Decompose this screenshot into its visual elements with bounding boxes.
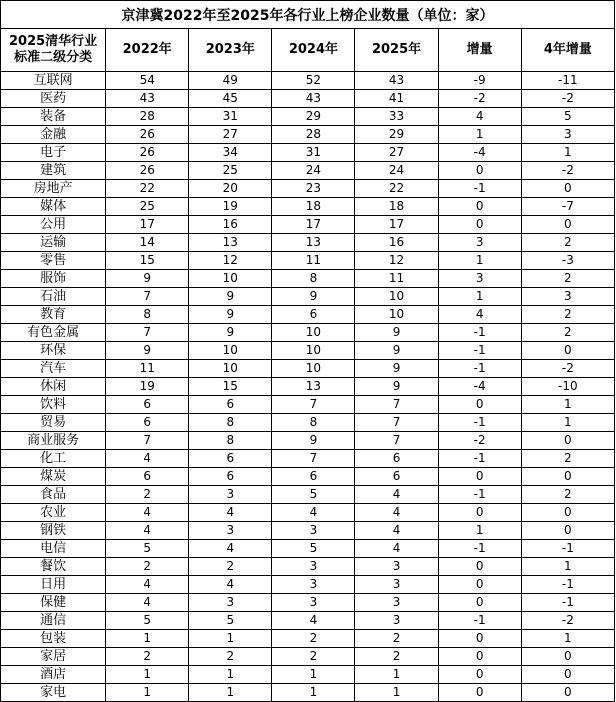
increment-cell: -2	[438, 432, 521, 450]
y2023-cell: 49	[189, 72, 272, 90]
header-row	[1, 29, 615, 72]
four-year-increment-cell: -1	[521, 540, 614, 558]
category-cell: 通信	[1, 612, 106, 630]
increment-cell: -1	[438, 414, 521, 432]
y2023-cell: 6	[189, 468, 272, 486]
increment-cell: -9	[438, 72, 521, 90]
table-row	[1, 234, 615, 252]
y2022-cell: 6	[106, 414, 189, 432]
header-4yr-increment: 4年增量	[521, 29, 614, 72]
y2024-cell: 17	[272, 216, 355, 234]
y2022-cell: 8	[106, 306, 189, 324]
y2024-cell: 18	[272, 198, 355, 216]
category-cell: 医药	[1, 90, 106, 108]
four-year-increment-cell: 2	[521, 324, 614, 342]
y2023-cell: 8	[189, 414, 272, 432]
four-year-increment-cell: 2	[521, 234, 614, 252]
increment-cell: -2	[438, 90, 521, 108]
y2024-cell: 5	[272, 540, 355, 558]
table-row	[1, 270, 615, 288]
category-cell: 食品	[1, 486, 106, 504]
category-cell: 运输	[1, 234, 106, 252]
y2022-cell: 4	[106, 450, 189, 468]
y2022-cell: 22	[106, 180, 189, 198]
table-row	[1, 126, 615, 144]
y2024-cell: 43	[272, 90, 355, 108]
y2024-cell: 8	[272, 414, 355, 432]
increment-cell: 0	[438, 594, 521, 612]
y2024-cell: 3	[272, 522, 355, 540]
y2023-cell: 5	[189, 612, 272, 630]
y2022-cell: 11	[106, 360, 189, 378]
y2023-cell: 12	[189, 252, 272, 270]
y2025-cell: 4	[355, 540, 438, 558]
table-row	[1, 72, 615, 90]
y2022-cell: 5	[106, 540, 189, 558]
four-year-increment-cell: 1	[521, 630, 614, 648]
increment-cell: -1	[438, 540, 521, 558]
y2024-cell: 3	[272, 576, 355, 594]
y2023-cell: 1	[189, 684, 272, 702]
category-cell: 电信	[1, 540, 106, 558]
y2025-cell: 24	[355, 162, 438, 180]
four-year-increment-cell: 0	[521, 180, 614, 198]
y2024-cell: 2	[272, 648, 355, 666]
y2022-cell: 43	[106, 90, 189, 108]
y2023-cell: 4	[189, 540, 272, 558]
four-year-increment-cell: 0	[521, 666, 614, 684]
y2022-cell: 7	[106, 432, 189, 450]
table-row	[1, 252, 615, 270]
y2024-cell: 2	[272, 630, 355, 648]
y2024-cell: 10	[272, 360, 355, 378]
y2025-cell: 9	[355, 342, 438, 360]
y2024-cell: 8	[272, 270, 355, 288]
four-year-increment-cell: 0	[521, 522, 614, 540]
y2024-cell: 4	[272, 612, 355, 630]
y2022-cell: 9	[106, 270, 189, 288]
four-year-increment-cell: 0	[521, 504, 614, 522]
increment-cell: 0	[438, 162, 521, 180]
title-row	[1, 1, 615, 29]
increment-cell: 1	[438, 522, 521, 540]
table-title: 京津冀2022年至2025年各行业上榜企业数量（单位：家）	[1, 1, 615, 29]
y2024-cell: 5	[272, 486, 355, 504]
table-row	[1, 684, 615, 702]
table-row	[1, 198, 615, 216]
category-cell: 家居	[1, 648, 106, 666]
header-2022: 2022年	[106, 29, 189, 72]
header-increment: 增量	[438, 29, 521, 72]
category-cell: 贸易	[1, 414, 106, 432]
category-cell: 有色金属	[1, 324, 106, 342]
four-year-increment-cell: 1	[521, 558, 614, 576]
four-year-increment-cell: 3	[521, 288, 614, 306]
table-row	[1, 342, 615, 360]
y2023-cell: 27	[189, 126, 272, 144]
y2024-cell: 6	[272, 306, 355, 324]
category-cell: 电子	[1, 144, 106, 162]
increment-cell: -1	[438, 450, 521, 468]
category-cell: 石油	[1, 288, 106, 306]
y2023-cell: 10	[189, 270, 272, 288]
y2025-cell: 43	[355, 72, 438, 90]
four-year-increment-cell: 1	[521, 144, 614, 162]
y2023-cell: 34	[189, 144, 272, 162]
y2022-cell: 1	[106, 666, 189, 684]
increment-cell: 3	[438, 234, 521, 252]
four-year-increment-cell: -2	[521, 612, 614, 630]
y2025-cell: 2	[355, 630, 438, 648]
y2024-cell: 9	[272, 432, 355, 450]
y2022-cell: 2	[106, 486, 189, 504]
category-cell: 饮料	[1, 396, 106, 414]
y2023-cell: 3	[189, 522, 272, 540]
y2023-cell: 8	[189, 432, 272, 450]
y2023-cell: 3	[189, 594, 272, 612]
increment-cell: 0	[438, 468, 521, 486]
category-cell: 互联网	[1, 72, 106, 90]
y2023-cell: 4	[189, 576, 272, 594]
y2023-cell: 4	[189, 504, 272, 522]
y2022-cell: 26	[106, 126, 189, 144]
y2023-cell: 9	[189, 324, 272, 342]
y2023-cell: 20	[189, 180, 272, 198]
increment-cell: 1	[438, 288, 521, 306]
y2024-cell: 3	[272, 594, 355, 612]
table-row	[1, 324, 615, 342]
y2023-cell: 31	[189, 108, 272, 126]
y2025-cell: 10	[355, 288, 438, 306]
increment-cell: -1	[438, 486, 521, 504]
increment-cell: -4	[438, 378, 521, 396]
y2023-cell: 6	[189, 396, 272, 414]
y2022-cell: 54	[106, 72, 189, 90]
y2023-cell: 3	[189, 486, 272, 504]
y2025-cell: 10	[355, 306, 438, 324]
header-2023: 2023年	[189, 29, 272, 72]
table-row	[1, 216, 615, 234]
four-year-increment-cell: 2	[521, 270, 614, 288]
category-cell: 日用	[1, 576, 106, 594]
table-row	[1, 432, 615, 450]
y2022-cell: 5	[106, 612, 189, 630]
increment-cell: -1	[438, 612, 521, 630]
increment-cell: 0	[438, 648, 521, 666]
increment-cell: 0	[438, 666, 521, 684]
y2024-cell: 24	[272, 162, 355, 180]
table-row	[1, 648, 615, 666]
table-row	[1, 378, 615, 396]
y2025-cell: 1	[355, 684, 438, 702]
y2025-cell: 1	[355, 666, 438, 684]
y2022-cell: 1	[106, 684, 189, 702]
four-year-increment-cell: -2	[521, 162, 614, 180]
y2024-cell: 28	[272, 126, 355, 144]
y2025-cell: 3	[355, 558, 438, 576]
y2023-cell: 19	[189, 198, 272, 216]
y2024-cell: 23	[272, 180, 355, 198]
four-year-increment-cell: -11	[521, 72, 614, 90]
increment-cell: 0	[438, 504, 521, 522]
y2025-cell: 33	[355, 108, 438, 126]
increment-cell: 0	[438, 198, 521, 216]
four-year-increment-cell: 0	[521, 648, 614, 666]
table-row	[1, 360, 615, 378]
y2023-cell: 25	[189, 162, 272, 180]
table-row	[1, 522, 615, 540]
four-year-increment-cell: -3	[521, 252, 614, 270]
category-cell: 房地产	[1, 180, 106, 198]
y2025-cell: 6	[355, 450, 438, 468]
y2025-cell: 4	[355, 486, 438, 504]
category-cell: 酒店	[1, 666, 106, 684]
y2022-cell: 28	[106, 108, 189, 126]
table-row	[1, 486, 615, 504]
increment-cell: -1	[438, 360, 521, 378]
y2022-cell: 26	[106, 162, 189, 180]
y2024-cell: 52	[272, 72, 355, 90]
category-cell: 公用	[1, 216, 106, 234]
y2024-cell: 10	[272, 324, 355, 342]
four-year-increment-cell: 0	[521, 468, 614, 486]
y2022-cell: 6	[106, 468, 189, 486]
y2022-cell: 4	[106, 576, 189, 594]
table-row	[1, 504, 615, 522]
y2025-cell: 27	[355, 144, 438, 162]
y2025-cell: 22	[355, 180, 438, 198]
category-cell: 农业	[1, 504, 106, 522]
y2023-cell: 2	[189, 558, 272, 576]
y2023-cell: 16	[189, 216, 272, 234]
y2024-cell: 13	[272, 234, 355, 252]
four-year-increment-cell: 1	[521, 414, 614, 432]
four-year-increment-cell: 0	[521, 342, 614, 360]
y2023-cell: 10	[189, 342, 272, 360]
y2023-cell: 9	[189, 306, 272, 324]
four-year-increment-cell: 2	[521, 306, 614, 324]
y2024-cell: 7	[272, 450, 355, 468]
increment-cell: 0	[438, 576, 521, 594]
increment-cell: -1	[438, 324, 521, 342]
y2025-cell: 9	[355, 360, 438, 378]
category-cell: 建筑	[1, 162, 106, 180]
category-cell: 装备	[1, 108, 106, 126]
four-year-increment-cell: 0	[521, 684, 614, 702]
table-row	[1, 396, 615, 414]
table-body	[1, 72, 615, 702]
category-cell: 商业服务	[1, 432, 106, 450]
increment-cell: -4	[438, 144, 521, 162]
category-cell: 零售	[1, 252, 106, 270]
four-year-increment-cell: 0	[521, 432, 614, 450]
y2024-cell: 31	[272, 144, 355, 162]
y2025-cell: 41	[355, 90, 438, 108]
category-cell: 环保	[1, 342, 106, 360]
y2025-cell: 7	[355, 432, 438, 450]
four-year-increment-cell: -2	[521, 360, 614, 378]
y2023-cell: 15	[189, 378, 272, 396]
y2023-cell: 2	[189, 648, 272, 666]
y2023-cell: 9	[189, 288, 272, 306]
table-row	[1, 108, 615, 126]
y2022-cell: 17	[106, 216, 189, 234]
table-row	[1, 90, 615, 108]
category-cell: 餐饮	[1, 558, 106, 576]
four-year-increment-cell: 0	[521, 216, 614, 234]
increment-cell: 0	[438, 216, 521, 234]
y2022-cell: 4	[106, 522, 189, 540]
category-cell: 化工	[1, 450, 106, 468]
increment-cell: 0	[438, 396, 521, 414]
increment-cell: 3	[438, 270, 521, 288]
category-cell: 汽车	[1, 360, 106, 378]
increment-cell: 0	[438, 558, 521, 576]
y2023-cell: 10	[189, 360, 272, 378]
y2024-cell: 13	[272, 378, 355, 396]
y2023-cell: 1	[189, 630, 272, 648]
category-cell: 家电	[1, 684, 106, 702]
table-row	[1, 414, 615, 432]
y2025-cell: 16	[355, 234, 438, 252]
y2022-cell: 14	[106, 234, 189, 252]
y2022-cell: 6	[106, 396, 189, 414]
y2025-cell: 7	[355, 396, 438, 414]
four-year-increment-cell: 2	[521, 450, 614, 468]
y2025-cell: 3	[355, 594, 438, 612]
table-row	[1, 306, 615, 324]
four-year-increment-cell: 3	[521, 126, 614, 144]
header-2024: 2024年	[272, 29, 355, 72]
y2024-cell: 6	[272, 468, 355, 486]
y2023-cell: 13	[189, 234, 272, 252]
y2024-cell: 4	[272, 504, 355, 522]
table-row	[1, 288, 615, 306]
y2025-cell: 29	[355, 126, 438, 144]
y2024-cell: 9	[272, 288, 355, 306]
increment-cell: 1	[438, 126, 521, 144]
y2024-cell: 3	[272, 558, 355, 576]
table-row	[1, 612, 615, 630]
category-cell: 包装	[1, 630, 106, 648]
category-cell: 煤炭	[1, 468, 106, 486]
y2023-cell: 6	[189, 450, 272, 468]
y2022-cell: 2	[106, 558, 189, 576]
table-row	[1, 630, 615, 648]
y2025-cell: 9	[355, 378, 438, 396]
y2025-cell: 11	[355, 270, 438, 288]
y2025-cell: 7	[355, 414, 438, 432]
category-cell: 钢铁	[1, 522, 106, 540]
category-cell: 教育	[1, 306, 106, 324]
increment-cell: 0	[438, 684, 521, 702]
table-row	[1, 450, 615, 468]
category-cell: 媒体	[1, 198, 106, 216]
y2023-cell: 1	[189, 666, 272, 684]
header-2025: 2025年	[355, 29, 438, 72]
y2025-cell: 12	[355, 252, 438, 270]
y2025-cell: 18	[355, 198, 438, 216]
y2025-cell: 4	[355, 504, 438, 522]
four-year-increment-cell: -10	[521, 378, 614, 396]
y2024-cell: 7	[272, 396, 355, 414]
y2022-cell: 1	[106, 630, 189, 648]
four-year-increment-cell: -2	[521, 90, 614, 108]
y2022-cell: 19	[106, 378, 189, 396]
y2025-cell: 3	[355, 612, 438, 630]
category-cell: 休闲	[1, 378, 106, 396]
y2023-cell: 45	[189, 90, 272, 108]
four-year-increment-cell: -7	[521, 198, 614, 216]
y2022-cell: 7	[106, 324, 189, 342]
table-row	[1, 180, 615, 198]
y2024-cell: 29	[272, 108, 355, 126]
category-cell: 服饰	[1, 270, 106, 288]
increment-cell: 1	[438, 252, 521, 270]
y2024-cell: 11	[272, 252, 355, 270]
y2022-cell: 15	[106, 252, 189, 270]
table-row	[1, 666, 615, 684]
table-row	[1, 468, 615, 486]
y2025-cell: 4	[355, 522, 438, 540]
y2025-cell: 17	[355, 216, 438, 234]
category-cell: 保健	[1, 594, 106, 612]
four-year-increment-cell: 2	[521, 486, 614, 504]
y2022-cell: 4	[106, 504, 189, 522]
y2025-cell: 2	[355, 648, 438, 666]
y2025-cell: 6	[355, 468, 438, 486]
four-year-increment-cell: 1	[521, 396, 614, 414]
y2022-cell: 9	[106, 342, 189, 360]
y2022-cell: 7	[106, 288, 189, 306]
four-year-increment-cell: -1	[521, 594, 614, 612]
category-cell: 金融	[1, 126, 106, 144]
table-row	[1, 162, 615, 180]
y2022-cell: 26	[106, 144, 189, 162]
increment-cell: 4	[438, 306, 521, 324]
y2025-cell: 9	[355, 324, 438, 342]
increment-cell: 0	[438, 630, 521, 648]
header-category: 2025清华行业 标准二级分类	[1, 29, 106, 72]
y2024-cell: 1	[272, 684, 355, 702]
y2024-cell: 10	[272, 342, 355, 360]
increment-cell: -1	[438, 342, 521, 360]
table-row	[1, 540, 615, 558]
y2025-cell: 3	[355, 576, 438, 594]
y2024-cell: 1	[272, 666, 355, 684]
four-year-increment-cell: 5	[521, 108, 614, 126]
four-year-increment-cell: -1	[521, 576, 614, 594]
table-row	[1, 558, 615, 576]
y2022-cell: 25	[106, 198, 189, 216]
y2022-cell: 2	[106, 648, 189, 666]
increment-cell: -1	[438, 180, 521, 198]
table-row	[1, 594, 615, 612]
table-row	[1, 144, 615, 162]
increment-cell: 4	[438, 108, 521, 126]
table-row	[1, 576, 615, 594]
y2022-cell: 4	[106, 594, 189, 612]
